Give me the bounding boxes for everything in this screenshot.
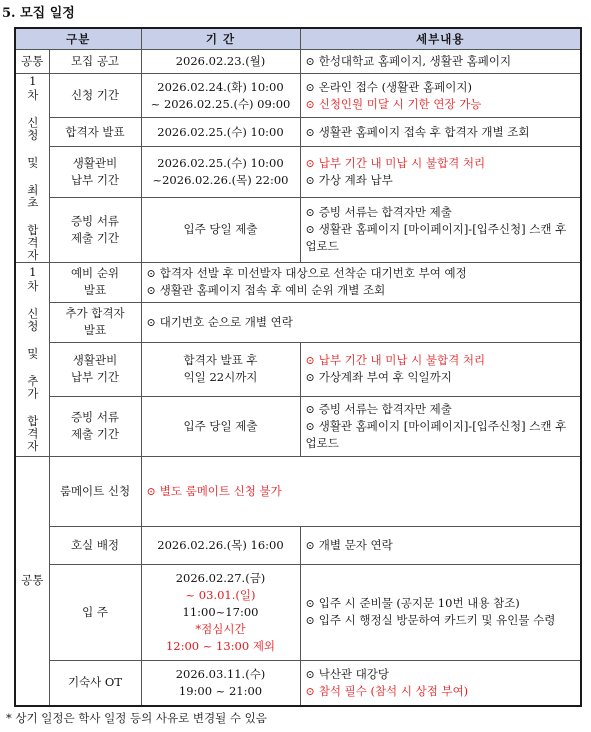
period-line: *점심시간 bbox=[195, 621, 246, 636]
details-cell bbox=[141, 262, 581, 302]
details-cell bbox=[300, 660, 581, 706]
bullet-icon: ⊙ bbox=[146, 484, 156, 498]
detail-text: 개별 문자 연락 bbox=[318, 537, 393, 552]
detail-text: 증빙 서류는 합격자만 제출 bbox=[318, 401, 452, 416]
item-label bbox=[49, 342, 141, 396]
bullet-icon: ⊙ bbox=[305, 97, 315, 111]
item-label bbox=[49, 198, 141, 262]
table-row bbox=[15, 118, 581, 147]
bullet-icon: ⊙ bbox=[305, 402, 315, 416]
table-row bbox=[15, 302, 581, 342]
period-cell bbox=[141, 342, 300, 396]
details-cell bbox=[300, 118, 581, 147]
item-label: 입 주 bbox=[49, 564, 141, 660]
details-cell bbox=[300, 526, 581, 564]
detail-text: 신청인원 미달 시 기한 연장 가능 bbox=[318, 96, 482, 111]
period-cell bbox=[141, 660, 300, 706]
item-line: 증빙 서류 bbox=[70, 410, 120, 424]
detail-text: 생활관 홈페이지 접속 후 예비 순위 개별 조회 bbox=[159, 283, 386, 297]
item-line: 발표 bbox=[83, 283, 107, 297]
bullet-icon: ⊙ bbox=[146, 315, 156, 329]
group-label: 공통 bbox=[15, 50, 49, 74]
table-row bbox=[15, 526, 581, 564]
detail-text: 생활관 홈페이지 접속 후 합격자 개별 조회 bbox=[318, 124, 530, 139]
detail-text: 참석 필수 (참석 시 상점 부여) bbox=[318, 683, 469, 698]
footnote: * 상기 일정은 학사 일정 등의 사유로 변경될 수 있음 bbox=[6, 711, 267, 725]
period-cell bbox=[141, 564, 300, 660]
detail-text: 별도 룸메이트 신청 불가 bbox=[159, 483, 282, 498]
detail-text: 가상계좌 부여 후 익일까지 bbox=[318, 370, 452, 384]
detail-text: 납부 기간 내 미납 시 불합격 처리 bbox=[318, 353, 486, 367]
bullet-icon: ⊙ bbox=[305, 354, 315, 367]
detail-text: 온라인 접수 (생활관 홈페이지) bbox=[318, 79, 472, 94]
item-label: 신청 기간 bbox=[49, 74, 141, 118]
period-cell: 2026.02.25.(수) 10:00 bbox=[141, 118, 300, 147]
bullet-icon: ⊙ bbox=[305, 55, 315, 68]
detail-text: 생활관 홈페이지 [마이페이지]-[입주신청] 스캔 후 업로드 bbox=[305, 222, 567, 254]
table-row bbox=[15, 50, 581, 74]
detail-text: 납부 기간 내 미납 시 불합격 처리 bbox=[318, 156, 486, 171]
item-label bbox=[49, 302, 141, 342]
table-row bbox=[15, 456, 581, 526]
detail-text: 한성대학교 홈페이지, 생활관 홈페이지 bbox=[318, 54, 512, 68]
period-cell: 입주 당일 제출 bbox=[141, 198, 300, 262]
header-row bbox=[15, 28, 581, 50]
detail-text: 합격자 선발 후 미선발자 대상으로 선착순 대기번호 부여 예정 bbox=[159, 266, 467, 280]
item-line: 추가 합격자 bbox=[65, 306, 125, 320]
table-row bbox=[15, 198, 581, 262]
item-line: 예비 순위 bbox=[70, 266, 120, 280]
table-row bbox=[15, 74, 581, 118]
bullet-icon: ⊙ bbox=[305, 223, 315, 237]
period-cell: 입주 당일 제출 bbox=[141, 396, 300, 456]
bullet-icon: ⊙ bbox=[305, 371, 315, 384]
period-line: ~ 2026.02.25.(수) 09:00 bbox=[150, 96, 291, 111]
schedule-table bbox=[14, 27, 582, 707]
item-line: 납부 기간 bbox=[70, 370, 120, 384]
detail-text: 가상 계좌 납부 bbox=[318, 173, 393, 188]
bullet-icon: ⊙ bbox=[146, 267, 156, 280]
group-label-text: 1차 신청 및 추가 합격자 bbox=[25, 265, 40, 453]
item-line: 생활관비 bbox=[72, 353, 118, 367]
period-line: 12:00 ~ 13:00 제외 bbox=[165, 638, 276, 653]
item-line: 제출 기간 bbox=[70, 230, 120, 245]
details-cell bbox=[300, 342, 581, 396]
item-line: 생활관비 bbox=[72, 156, 118, 171]
period-cell bbox=[141, 147, 300, 198]
group-label: 공통 bbox=[15, 456, 49, 706]
table-row bbox=[15, 564, 581, 660]
period-line: 2026.02.24.(화) 10:00 bbox=[157, 79, 284, 94]
item-line: 납부 기간 bbox=[70, 173, 120, 188]
details-cell bbox=[141, 456, 581, 526]
details-cell bbox=[300, 147, 581, 198]
period-line: 익일 22시까지 bbox=[183, 370, 258, 384]
group-label bbox=[15, 262, 49, 456]
details-cell bbox=[300, 564, 581, 660]
period-line: 2026.02.27.(금) bbox=[175, 570, 266, 585]
period-line: 11:00~17:00 bbox=[182, 604, 259, 619]
detail-text: 생활관 홈페이지 [마이페이지]-[입주신청] 스캔 후 업로드 bbox=[305, 418, 567, 450]
detail-text: 낙산관 대강당 bbox=[318, 666, 390, 681]
period-cell bbox=[141, 74, 300, 118]
item-label: 호실 배정 bbox=[49, 526, 141, 564]
period-line: 19:00 ~ 21:00 bbox=[178, 683, 263, 698]
bullet-icon: ⊙ bbox=[305, 80, 315, 94]
bullet-icon: ⊙ bbox=[305, 419, 315, 433]
section-heading: 5. 모집 일정 bbox=[2, 6, 75, 21]
period-line: 합격자 발표 후 bbox=[183, 353, 258, 367]
item-label bbox=[49, 262, 141, 302]
period-line: ~2026.02.26.(목) 22:00 bbox=[152, 173, 289, 188]
item-label: 룸메이트 신청 bbox=[49, 456, 141, 526]
bullet-icon: ⊙ bbox=[305, 538, 315, 552]
item-label: 기숙사 OT bbox=[49, 660, 141, 706]
details-cell bbox=[300, 396, 581, 456]
group-label bbox=[15, 74, 49, 263]
details-cell bbox=[300, 198, 581, 262]
detail-text: 대기번호 순으로 개별 연락 bbox=[159, 314, 293, 329]
detail-text: 입주 시 행정실 방문하여 카드키 및 유인물 수령 bbox=[318, 613, 556, 627]
bullet-icon: ⊙ bbox=[305, 597, 315, 610]
table-row bbox=[15, 342, 581, 396]
bullet-icon: ⊙ bbox=[305, 125, 315, 139]
detail-text: 입주 시 준비물 (공지문 10번 내용 참조) bbox=[318, 596, 520, 610]
col-header-category: 구분 bbox=[15, 28, 141, 50]
details-cell bbox=[300, 74, 581, 118]
col-header-period: 기 간 bbox=[141, 28, 300, 50]
bullet-icon: ⊙ bbox=[146, 284, 156, 297]
item-label bbox=[49, 396, 141, 456]
period-line: 2026.02.25.(수) 10:00 bbox=[157, 156, 284, 171]
item-line: 발표 bbox=[83, 323, 107, 337]
period-line: 2026.03.11.(수) bbox=[175, 666, 266, 681]
details-cell bbox=[141, 302, 581, 342]
item-line: 증빙 서류 bbox=[70, 213, 120, 228]
item-label: 합격자 발표 bbox=[49, 118, 141, 147]
period-cell: 2026.02.26.(목) 16:00 bbox=[141, 526, 300, 564]
table-row bbox=[15, 660, 581, 706]
item-label: 모집 공고 bbox=[49, 50, 141, 74]
bullet-icon: ⊙ bbox=[305, 614, 315, 627]
col-header-details: 세부내용 bbox=[300, 28, 581, 50]
detail-text: 증빙 서류는 합격자만 제출 bbox=[318, 205, 452, 220]
details-cell bbox=[300, 50, 581, 74]
group-label-text: 1차 신청 및 최초 합격자 bbox=[25, 74, 40, 262]
item-label bbox=[49, 147, 141, 198]
bullet-icon: ⊙ bbox=[305, 684, 315, 698]
bullet-icon: ⊙ bbox=[305, 667, 315, 681]
bullet-icon: ⊙ bbox=[305, 206, 315, 220]
period-line: ~ 03.01.(일) bbox=[185, 587, 256, 602]
bullet-icon: ⊙ bbox=[305, 174, 315, 188]
table-row bbox=[15, 396, 581, 456]
table-row bbox=[15, 262, 581, 302]
period-cell: 2026.02.23.(월) bbox=[141, 50, 300, 74]
bullet-icon: ⊙ bbox=[305, 157, 315, 171]
item-line: 제출 기간 bbox=[70, 427, 120, 441]
table-row bbox=[15, 147, 581, 198]
